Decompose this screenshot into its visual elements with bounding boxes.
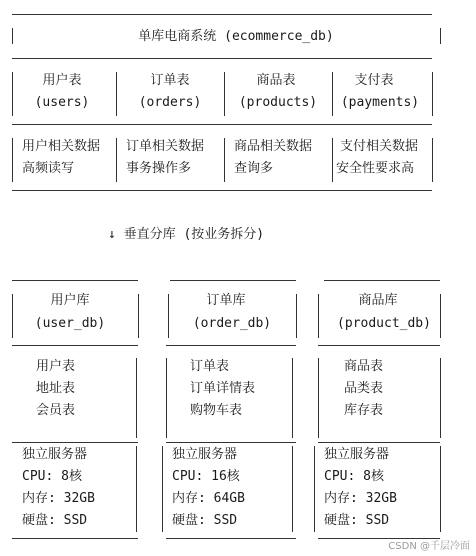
table-trait: 高频读写	[22, 161, 75, 176]
column-divider	[116, 72, 117, 116]
db-table: 会员表	[36, 403, 76, 418]
box-divider	[318, 442, 440, 443]
box-border	[12, 138, 13, 182]
box-border	[432, 138, 433, 182]
db-table: 订单表	[190, 359, 230, 374]
table-en-name: (orders)	[138, 95, 202, 110]
column-divider	[224, 72, 225, 116]
box-border	[162, 446, 163, 532]
box-divider	[166, 345, 296, 346]
box-border	[12, 14, 432, 15]
box-divider	[12, 442, 138, 443]
server-cpu: CPU: 16核	[172, 469, 240, 484]
column-divider	[332, 138, 333, 182]
server-disk: 硬盘: SSD	[324, 513, 390, 528]
db-table: 商品表	[344, 359, 384, 374]
table-trait: 查询多	[234, 161, 274, 176]
table-name: 订单表	[150, 73, 190, 88]
db-table: 地址表	[36, 381, 76, 396]
box-border	[440, 28, 441, 44]
table-desc: 订单相关数据	[126, 139, 205, 154]
db-name: 订单库	[206, 293, 246, 308]
box-border	[292, 358, 293, 438]
table-en-name: (payments)	[340, 95, 420, 110]
server-memory: 内存: 64GB	[172, 491, 245, 506]
table-name: 支付表	[354, 73, 394, 88]
box-divider	[318, 345, 440, 346]
box-border	[12, 72, 13, 116]
table-en-name: (users)	[34, 95, 90, 110]
table-name: 商品表	[256, 73, 296, 88]
db-en-name: (order_db)	[192, 316, 272, 331]
box-border	[324, 280, 440, 281]
box-border	[318, 358, 319, 438]
table-desc: 商品相关数据	[234, 139, 313, 154]
server-memory: 内存: 32GB	[22, 491, 95, 506]
box-border	[166, 358, 167, 438]
db-table: 订单详情表	[190, 381, 256, 396]
table-en-name: (products)	[238, 95, 318, 110]
box-border	[136, 446, 137, 532]
table-desc: 用户相关数据	[22, 139, 101, 154]
server-disk: 硬盘: SSD	[172, 513, 238, 528]
db-name: 用户库	[50, 293, 90, 308]
box-border	[138, 294, 139, 338]
box-border	[314, 446, 315, 532]
box-border	[440, 294, 441, 338]
table-desc: 支付相关数据	[340, 139, 419, 154]
box-border	[296, 294, 297, 338]
table-trait: 安全性要求高	[336, 161, 415, 176]
box-divider	[12, 345, 138, 346]
split-arrow-label: ↓ 垂直分库 (按业务拆分)	[108, 227, 265, 242]
box-border	[440, 358, 441, 438]
box-border	[318, 294, 319, 338]
column-divider	[332, 72, 333, 116]
box-border	[12, 280, 138, 281]
single-db-title: 单库电商系统 (ecommerce_db)	[138, 29, 334, 44]
box-divider	[12, 58, 432, 59]
box-border	[170, 280, 296, 281]
server-label: 独立服务器	[172, 447, 238, 462]
box-border	[292, 446, 293, 532]
box-border	[12, 28, 13, 44]
db-table: 购物车表	[190, 403, 243, 418]
table-trait: 事务操作多	[126, 161, 192, 176]
db-table: 库存表	[344, 403, 384, 418]
db-table: 用户表	[36, 359, 76, 374]
box-divider	[166, 442, 296, 443]
table-name: 用户表	[42, 73, 82, 88]
box-border	[440, 446, 441, 532]
box-border	[432, 72, 433, 116]
server-label: 独立服务器	[324, 447, 390, 462]
server-label: 独立服务器	[22, 447, 88, 462]
box-border	[12, 294, 13, 338]
db-en-name: (product_db)	[337, 316, 431, 331]
watermark: CSDN @千层冷面	[388, 541, 470, 552]
server-cpu: CPU: 8核	[324, 469, 384, 484]
db-name: 商品库	[358, 293, 398, 308]
db-en-name: (user_db)	[34, 316, 106, 331]
db-table: 品类表	[344, 381, 384, 396]
box-border	[168, 294, 169, 338]
box-border	[166, 538, 296, 539]
server-disk: 硬盘: SSD	[22, 513, 88, 528]
column-divider	[116, 138, 117, 182]
server-cpu: CPU: 8核	[22, 469, 82, 484]
box-border	[12, 190, 432, 191]
box-divider	[12, 124, 432, 125]
box-border	[136, 358, 137, 438]
server-memory: 内存: 32GB	[324, 491, 397, 506]
box-border	[12, 538, 138, 539]
column-divider	[224, 138, 225, 182]
